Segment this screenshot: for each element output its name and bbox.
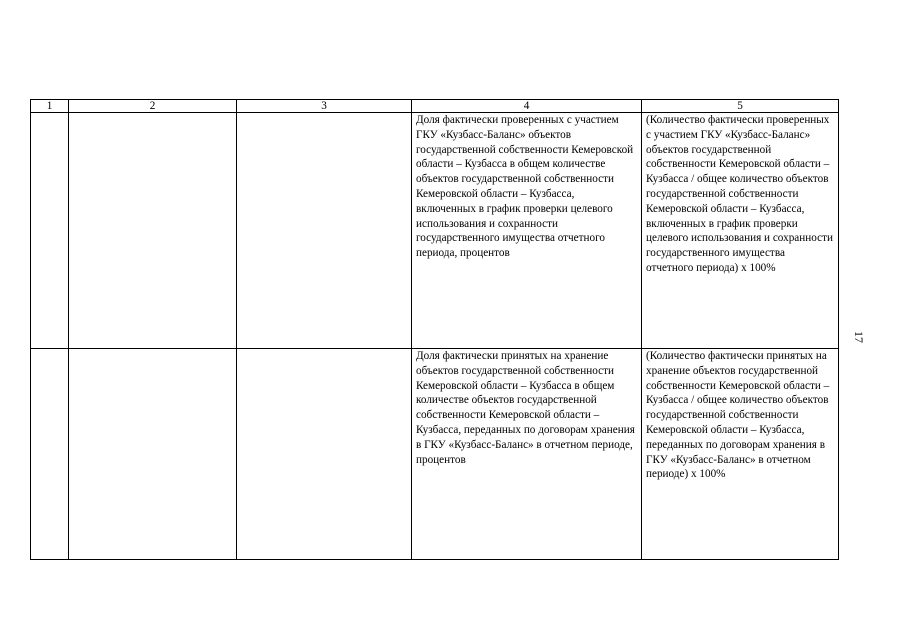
- indicator-text: Доля фактически проверенных с участием ГКУ «Кузбасс-Баланс» объектов государственной собственности Кемеровской области – Кузбасса в общем количестве объектов государственной собственности Кемеровской области – Кузбасса, включенных в график проверки целевого использования и сохранности государственного имущества отчетного периода, процентов: [416, 114, 634, 260]
- table-cell-indicator: [412, 113, 642, 349]
- table-cell-indicator: [412, 349, 642, 560]
- table-row: [31, 113, 839, 349]
- table-header-row: [31, 100, 839, 113]
- column-header-5: 5: [642, 100, 839, 113]
- column-header-2: 2: [69, 100, 237, 113]
- formula-text: (Количество фактически проверенных с участием ГКУ «Кузбасс-Баланс» объектов государственной собственности Кемеровской области – Кузбасса / общее количество объектов государственной собственности Кемеровской области – Кузбасса, включенных в график проверки целевого использования и сохранности государственного имущества отчетного периода) х 100%: [646, 114, 833, 274]
- page-number: 17: [852, 331, 866, 343]
- indicators-table: [30, 99, 839, 560]
- formula-text: (Количество фактически принятых на хранение объектов государственной собственности Кемеровской области – Кузбасса / общее количество объектов государственной собственности Кемеровской области – Кузбасса, переданных по договорам хранения в ГКУ «Кузбасс-Баланс» в отчетном периоде) х 100%: [646, 350, 830, 481]
- column-header-1: 1: [31, 100, 69, 113]
- column-header-3: 3: [237, 100, 412, 113]
- table-cell-formula: [642, 113, 839, 349]
- indicator-text: Доля фактически принятых на хранение объектов государственной собственности Кемеровской области – Кузбасса в общем количестве объектов государственной собственности Кемеровской области – Кузбасса, переданных по договорам хранения в ГКУ «Кузбасс-Баланс» в отчетном периоде, процентов: [416, 350, 635, 466]
- table-cell-col1: [31, 349, 69, 560]
- column-header-4: 4: [412, 100, 642, 113]
- table-cell-col3: [237, 113, 412, 349]
- table-row: [31, 349, 839, 560]
- table-cell-col1: [31, 113, 69, 349]
- table-cell-formula: [642, 349, 839, 560]
- table-cell-col2: [69, 349, 237, 560]
- table-cell-col3: [237, 349, 412, 560]
- table-cell-col2: [69, 113, 237, 349]
